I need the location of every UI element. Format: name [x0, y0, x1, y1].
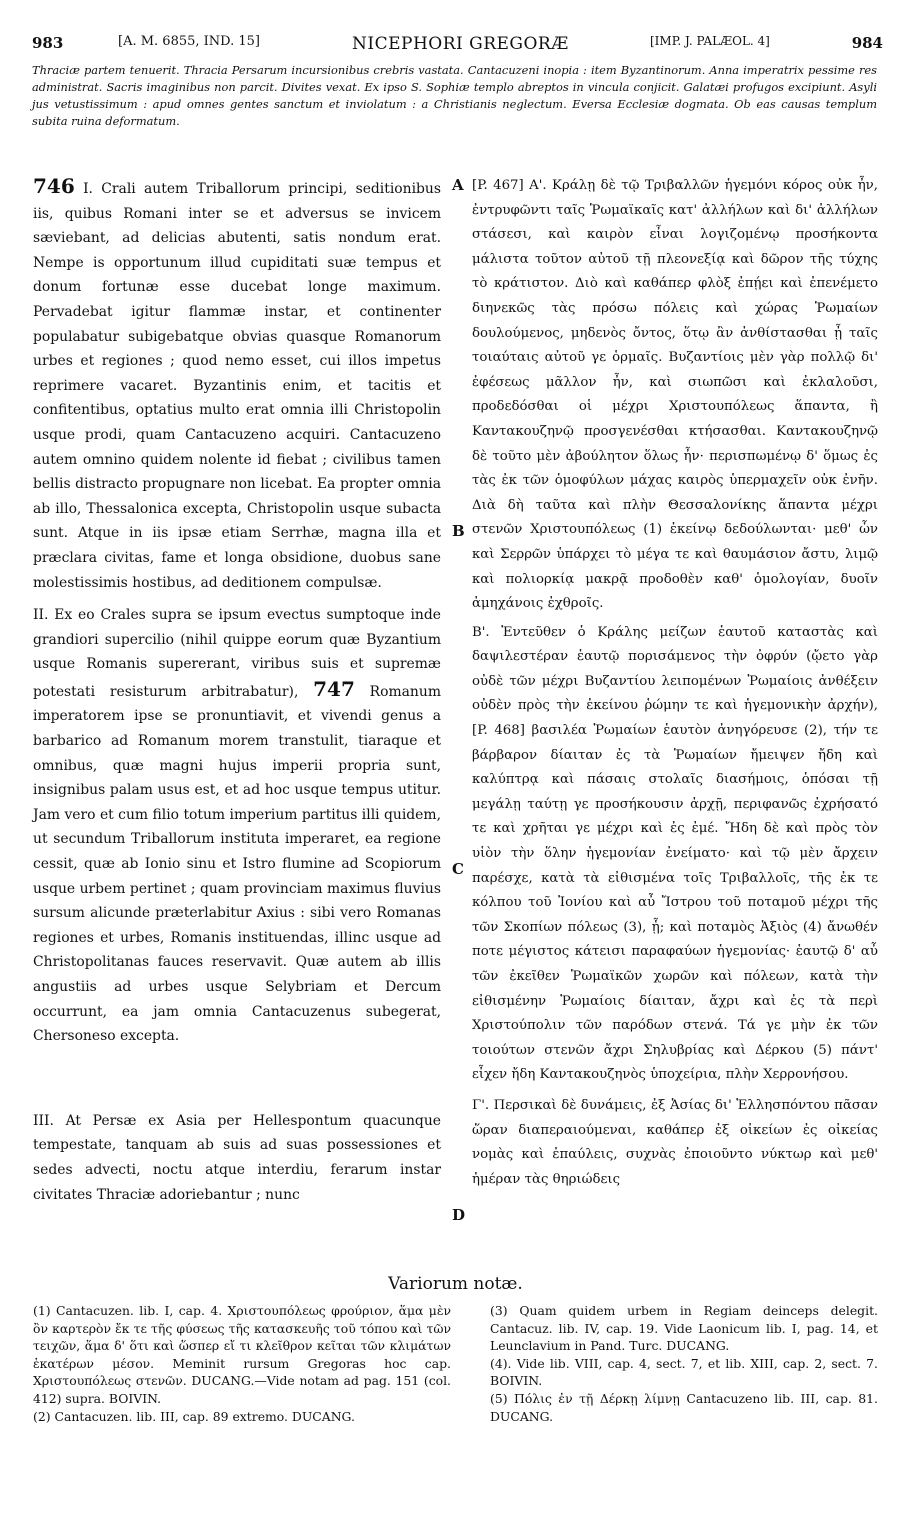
right-reign-reference: [IMP. J. PALÆOL. 4] [650, 34, 770, 48]
margin-letter-a: A [452, 176, 464, 194]
notes-left-column [33, 1302, 451, 1425]
latin-paragraph-1 [33, 174, 441, 595]
margin-letter-b: B [452, 522, 465, 540]
note-1: (1) Cantacuzen. lib. I, cap. 4. Χριστουπόλεως φρούριον, ἅμα μὲν ὂν καρτερὸν ἔκ τε τῆς φύσεως τῆς κατασκευῆς τοῦ τόπου καὶ τῶν τειχῶν, ἅμα δ' ὅτι καὶ ὥσπερ εἴ τι κλεῖθρον κεῖται τῶν κλιμάτων ἑκατέρων μέσον. Meminit rursum Gregoras hoc cap. Χριστουπόλεως στενῶν. DUCANG.—Vide notam ad pag. 151 (col. 412) supra. BOIVIN. [33, 1303, 451, 1406]
greek-paragraph-1: [P. 467] Α'. Κράλῃ δὲ τῷ Τριβαλλῶν ἡγεμόνι κόρος οὐκ ἦν, ἐντρυφῶντι ταῖς Ῥωμαϊκαῖς κατ' ἀλλήλων καὶ δι' ἀλλήλων στάσεσι, καὶ καιρὸν εἶναι λογιζομένῳ προσήκοντα μάλιστα τοῦτον αὐτοῦ τῇ πλεονεξίᾳ καὶ δῶρον τῆς τύχης τὸ κράτιστον. Διὸ καὶ καθάπερ φλὸξ ἐπῄει καὶ ἐπενέμετο διηνεκῶς τὰς πρόσω πόλεις καὶ χώρας Ῥωμαίων δουλούμενος, μηδενὸς ὄντος, ὅτῳ ἂν ἀνθίστασθαι ᾖ ταῖς τοιαύταις αὐτοῦ γε ὁρμαῖς. Βυζαντίοις μὲν γὰρ πολλῷ δι' ἐφέσεως μᾶλλον ἦν, καὶ σιωπῶσι καὶ ἐκλαλοῦσι, προδεδόσθαι οἱ μέχρι Χριστουπόλεως ἅπαντα, ἢ Καντακουζηνῷ προσγενέσθαι κτήσασθαι. Καντακουζηνῷ δὲ τοῦτο μὲν ἀβούλητον ὅλως ἦν· περισπωμένῳ δ' ὅμως ἐς τὰς ἐκ τῶν ὁμοφύλων μάχας καιρὸς ὑπερμαχεῖν οὐκ ἐνῆν. Διὰ δὴ ταῦτα καὶ πλὴν Θεσσαλονίκης ἅπαντα μέχρι στενῶν Χριστουπόλεως (1) ἐκείνῳ δεδούλωνται· μεθ' ὧν καὶ Σερρῶν ὑπάρχει τὸ μέγα τε καὶ θαυμάσιον ἄστυ, λιμῷ καὶ πολιορκίᾳ μακρᾷ προδοθὲν καθ' ὁμολογίαν, δυοῖν ἀμηχάνοις ἐχθροῖς. [472, 178, 878, 612]
left-date-reference: [A. M. 6855, IND. 15] [118, 34, 260, 49]
latin-paragraph-2 [33, 603, 441, 1049]
note-2: (2) Cantacuzen. lib. III, cap. 89 extremo. DUCANG. [33, 1408, 355, 1424]
column-marker-747: 747 [313, 676, 355, 701]
note-4: (4). Vide lib. VIII, cap. 4, sect. 7, et lib. XIII, cap. 2, sect. 7. BOIVIN. [490, 1355, 878, 1389]
chapter-summary: Thraciæ partem tenuerit. Thracia Persarum incursionibus crebris vastata. Cantacuzeni inopia : item Byzantinorum. Anna imperatrix pessime res administrat. Sacris imaginibus non parcit. Divites vexat. Ex ipso S. Sophiæ templo abreptos in vincula conjicit. Galatæi profugos excipiunt. Asyli jus vetustissimum : apud omnes gentes sanctum et inviolatum : a Christianis neglectum. Eversa Ecclesiæ dogmata. Ob eas causas templum subita ruina deformatum. [32, 63, 877, 128]
running-title: NICEPHORI GREGORÆ [352, 34, 569, 54]
margin-letter-d: D [452, 1206, 466, 1224]
note-5: (5) Πόλις ἐν τῇ Δέρκῃ λίμνῃ Cantacuzeno lib. III, cap. 81. DUCANG. [490, 1390, 878, 1424]
latin-paragraph-2-text-b: Romanum imperatorem ipse se pronuntiavit, et vivendi genus a barbarico ad Romanum morem transtulit, tiaraque et omnibus, quæ magni hujus imperii propria sunt, insignibus palam usus est, et ad hoc usque tempus utitur. Jam vero et cum filio totum imperium partitus illi quidem, ut secundum Triballorum instituta imperaret, ea regione cessit, quæ ab Ionio sinu et Istro flumine ad Scopiorum usque urbem pertinet ; quam provinciam maximus fluvius sursum alicunde præterlabitur Axius : sibi vero Romanas regiones et urbes, Romanis instituendas, illinc usque ad Christopolitanas fauces reservavit. Quæ autem ab illis angustiis ad urbes usque Selybriam et Dercum occurrunt, ea jam omnia Cantacuzenus subegerat, Chersoneso excepta. [33, 683, 441, 1045]
notes-heading: Variorum notæ. [388, 1274, 523, 1294]
note-3: (3) Quam quidem urbem in Regiam deinceps delegit. Cantacuz. lib. IV, cap. 19. Vide Laonicum lib. I, pag. 14, et Leunclavium in Pand. Turc. DUCANG. [490, 1303, 878, 1354]
notes-right-column [490, 1302, 878, 1425]
greek-paragraph-3: Γ'. Περσικαὶ δὲ δυνάμεις, ἐξ Ἀσίας δι' Ἑλλησπόντου πᾶσαν ὥραν διαπεραιούμεναι, καθάπερ ἐξ οἰκείων ἐς οἰκείας νομὰς καὶ ἐπαύλεις, συχνὰς ἐποιοῦντο νύκτωρ καὶ μεθ' ἡμέραν τὰς θηριώδεις [472, 1097, 878, 1187]
left-column-number: 983 [32, 34, 64, 52]
latin-paragraph-1-text: I. Crali autem Triballorum principi, seditionibus iis, quibus Romani inter se et adversus se invicem sæviebant, ad delicias abutenti, satis nondum erat. Nempe is opportunum illud cupiditati suæ tempus et donum fortunæ esse ducebat longe maximum. Pervadebat igitur flammæ instar, et continenter populabatur subigebatque obvias quasque Romanorum urbes et regiones ; quod nemo esset, cui illos impetus reprimere vacaret. Byzantinis enim, et tacitis et confitentibus, optatius multo erat omnia illi Christopolin usque prodi, quam Cantacuzeno acquiri. Cantacuzeno autem omnino quidem nolente id fiebat ; civilibus tamen bellis distracto propugnare non licebat. Ea propter omnia ab illo, Thessalonica excepta, Christopolin usque subacta sunt. Atque in iis ipsæ etiam Serrhæ, magna illa et præclara civitas, fame et longa obsidione, duobus sane molestissimis hostibus, ad deditionem compulsæ. [33, 181, 441, 591]
latin-paragraph-3: III. At Persæ ex Asia per Hellespontum quacunque tempestate, tanquam ab suis ad suas possessiones et sedes advecti, noctu atque interdiu, ferarum instar civitates Thraciæ adoriebantur ; nunc [33, 1112, 441, 1203]
greek-paragraph-2: Β'. Ἐντεῦθεν ὁ Κράλης μείζων ἑαυτοῦ καταστὰς καὶ δαψιλεστέραν ἑαυτῷ πορισάμενος τὴν ὀφρύν (ᾤετο γὰρ οὐδὲ τῶν μέχρι Βυζαντίου λειπομένων Ῥωμαίοις ἀνθέξειν οὐδὲν πρὸς τὴν ἐκείνου ῥώμην τε καὶ ἡγεμονικὴν ἀρχήν), [P. 468] βασιλέα Ῥωμαίων ἑαυτὸν ἀνηγόρευσε (2), τήν τε βάρβαρον δίαιταν ἐς τὰ Ῥωμαίων ἤμειψεν ἤδη καὶ καλύπτρᾳ καὶ πάσαις στολαῖς διασήμοις, ὁπόσαι τῇ μεγάλῃ ταύτῃ γε προσήκουσιν ἀρχῇ, περιφανῶς ἐχρήσατό τε καὶ χρῆται γε μέχρι καὶ ἐς ἐμέ. Ἤδη δὲ καὶ πρὸς τὸν υἱὸν τὴν ὅλην ἡγεμονίαν ἐνείματο· καὶ τῷ μὲν ἄρχειν παρέσχε, κατὰ τὰ εἰθισμένα τοῖς Τριβαλλοῖς, τῆς ἐκ τε κόλπου τοῦ Ἰονίου καὶ αὖ Ἴστρου τοῦ ποταμοῦ μέχρι τῆς τῶν Σκοπίων πόλεως (3), ᾗ; καὶ ποταμὸς Ἀξιὸς (4) ἄνωθέν ποτε μέγιστος κάτεισι παραφαύων ἡγεμονίας· ἑαυτῷ δ' αὖ τῶν ἐκεῖθεν Ῥωμαϊκῶν χωρῶν καὶ πόλεων, κατὰ τὴν εἰθισμένην Ῥωμαίοις δίαιταν, ἄχρι καὶ ἐς τὰ περὶ Χριστούπολιν τῶν παρόδων στενά. Τά γε μὴν ἐκ τῶν τοιούτων στενῶν ἄχρι Σηλυβρίας καὶ Δέρκου (5) πάντ' εἶχεν ἤδη Καντακουζηνὸς ὑποχείρια, πλὴν Χερρονήσου. [472, 624, 878, 1083]
greek-column [472, 174, 878, 1192]
latin-paragraph-2-text-a: II. Ex eo Crales supra se ipsum evectus sumptoque inde grandiori supercilio (nihil quippe eorum quæ Byzantium usque Romanis supererant, viribus suis et supremæ potestati resisturum arbitrabatur), [33, 607, 441, 700]
column-marker-746: 746 [33, 174, 75, 198]
margin-letter-c: C [452, 860, 464, 878]
right-column-number: 984 [851, 34, 883, 52]
running-header [32, 34, 883, 58]
latin-column [33, 174, 441, 1207]
